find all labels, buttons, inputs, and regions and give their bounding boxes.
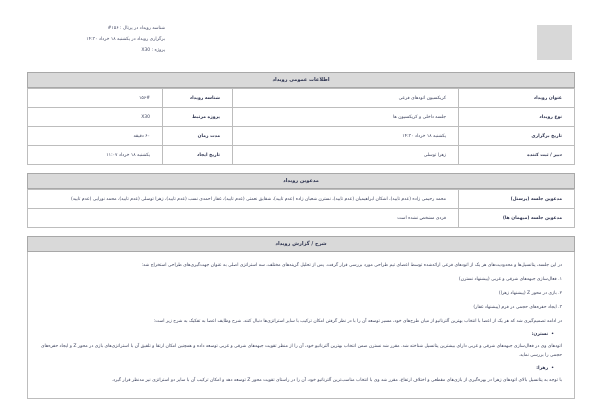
report-body — [27, 252, 575, 399]
member-1-task: اتودهای وی در فعال‌سازی جبهه‌های شرقی و غربی دارای بیشترین پتانسیل شناخته شد. مقرر شد نسترن ضمن انتخاب بهترین آلترناتیو خود، آن را از منظر تقویت جبهه‌های شرقی و غربی توسعه داده و همچنین امکان ارتقا و تلفیق آن با استراتژی‌های بازی در محور Z و ایجاد حفره‌های حجمی را بررسی نماید. — [40, 344, 562, 358]
table-row — [28, 209, 575, 228]
member-name: زهرا: — [536, 366, 549, 371]
table-row — [28, 108, 575, 127]
label-event-title: عنوان رویداد — [459, 89, 575, 108]
bullet-member-2 — [40, 366, 554, 371]
table-row — [28, 89, 575, 108]
value-secretary: زهرا توسلی — [233, 146, 459, 165]
label-event-type: نوع رویداد — [459, 108, 575, 127]
label-invitees-guests: مدعوین جلسه (میهمان ها) — [459, 209, 575, 228]
value-event-id: ۱۵۶# — [28, 89, 163, 108]
meta-event-date: برگزاری رویداد در یکشنبه ۱۸ خرداد ۱۴:۳۰ — [86, 37, 165, 42]
portal-meta — [0, 23, 165, 56]
member-2-task: با توجه به پتانسیل بالای اتودهای زهرا در بهره‌گیری از بازی‌های مقطعی و اختلاف ارتفاع، مقرر شد وی با انتخاب مناسب‌ترین آلترناتیو خود، آن را در راستای تقویت محور Z توسعه دهد و امکان ترکیب آن با سایر دو استراتژی نیز مدنظر قرار گیرد. — [111, 378, 562, 383]
value-event-type: جلسه داخلی و کریکسیون ها — [233, 108, 459, 127]
label-duration: مدت زمان — [163, 127, 233, 146]
section-header-report: شرح / گزارش رویداد — [27, 236, 575, 252]
value-invitees-guests: فردی مشخص نشده است — [28, 209, 459, 228]
bullet-member-1 — [40, 332, 554, 337]
section-header-invitees: مدعوین رویداد — [27, 173, 575, 189]
invitees-table — [27, 189, 575, 228]
value-created-date: یکشنبه ۱۸ خرداد ۱۱:۰۷ — [28, 146, 163, 165]
table-row — [28, 146, 575, 165]
bullet-icon: • — [551, 366, 554, 371]
label-created-date: تاریخ ایجاد — [163, 146, 233, 165]
value-event-title: کریکسیون اتودهای فرعی — [233, 89, 459, 108]
table-row — [28, 127, 575, 146]
value-invitees-personnel: محمد رحیمی زاده (عدم تایید)، اشکان ابراهیمیان (عدم تایید)، نسترن شعبان زاده (عدم تایید)، شقایق نعمتی (عدم تایید)، غفار احمدی نسب (عدم تایید)، زهرا توسلی (عدم تایید)، محمد نورایی (عدم تایید) — [28, 190, 459, 209]
label-secretary: دبیر / ثبت کننده — [459, 146, 575, 165]
label-event-id: شناسه رویداد — [163, 89, 233, 108]
logo-placeholder — [537, 25, 572, 60]
report-content — [27, 72, 575, 399]
meta-project: پروژه : X30 — [141, 48, 165, 53]
section-header-general-info: اطلاعات عمومی رویداد — [27, 72, 575, 88]
general-info-table — [27, 88, 575, 165]
table-row — [28, 190, 575, 209]
report-intro: در این جلسه، پتانسیل‌ها و محدودیت‌های هر یک از اتودهای فرعی ارائه‌شده توسط اعضای تیم طراحی مورد بررسی قرار گرفت. پس از تحلیل گزینه‌های مختلف، سه استراتژی اصلی به عنوان جهت‌گیری‌های طراحی استخراج شد: — [141, 263, 562, 268]
label-event-date: تاریخ برگزاری — [459, 127, 575, 146]
value-event-date: یکشنبه ۱۸ خرداد ۱۴:۳۰ — [233, 127, 459, 146]
strategy-item-1: ۱. فعال‌سازی جبهه‌های شرقی و غربی (پیشنهاد نسترن) — [458, 277, 562, 282]
meta-portal-id: شناسه رویداد در پرتال : ۱۵۶# — [107, 26, 165, 31]
value-related-project: X30 — [28, 108, 163, 127]
report-middle: در ادامه تصمیم‌گیری شد که هر یک از اعضا با انتخاب بهترین آلترناتیو از میان طرح‌های خود، مسیر توسعه آن را با در نظر گرفتن امکان ترکیب با سایر استراتژی‌ها دنبال کنند. شرح وظایف اعضا به تفکیک به شرح زیر است: — [153, 319, 562, 324]
value-duration: ۶۰ دقیقه — [28, 127, 163, 146]
label-invitees-personnel: مدعوین جلسه (پرسنل) — [459, 190, 575, 209]
member-name: نسترن: — [531, 332, 549, 337]
bullet-icon: • — [551, 332, 554, 337]
strategy-item-3: ۳. ایجاد حفره‌های حجمی در فرم (پیشنهاد غفار) — [473, 305, 562, 310]
strategy-item-2: ۲. بازی در محور Z (پیشنهاد زهرا) — [498, 291, 562, 296]
label-related-project: پروژه مرتبط — [163, 108, 233, 127]
